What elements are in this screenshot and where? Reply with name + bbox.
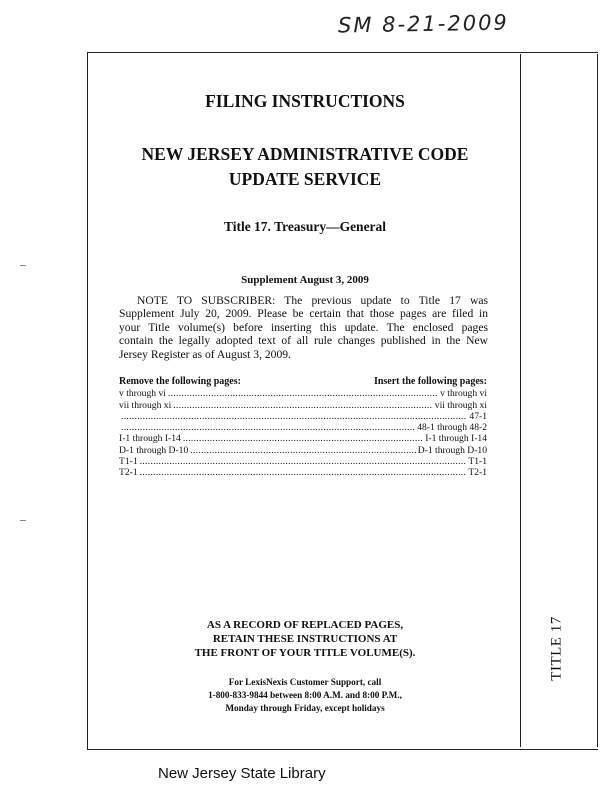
code-heading-line1: NEW JERSEY ADMINISTRATIVE CODE [141, 144, 469, 164]
leader-dots [190, 445, 415, 456]
note-line: Supplement July 20, 2009. Please be certain that those pages are filed in [119, 307, 488, 321]
note-line: contain the legally adopted text of all rule changes published in the New [119, 334, 488, 348]
leader-dots [121, 422, 415, 433]
leader-dots [140, 467, 467, 478]
leader-dots [121, 411, 467, 422]
scan-mark [20, 520, 26, 521]
remove-cell: T1-1 [119, 456, 138, 468]
support-line1: For LexisNexis Customer Support, call [228, 677, 382, 687]
remove-cell: vii through xi [119, 399, 172, 411]
library-stamp: New Jersey State Library [158, 765, 326, 782]
code-heading-line2: UPDATE SERVICE [228, 169, 382, 189]
handwritten-note: SM 8-21-2009 [337, 10, 510, 38]
record-notice-line1: AS A RECORD OF REPLACED PAGES, [206, 619, 404, 631]
table-row [119, 467, 487, 478]
note-line: NOTE TO SUBSCRIBER: The previous update to Title 17 was [137, 294, 488, 307]
leader-dots [173, 400, 433, 411]
supplement-date: Supplement August 3, 2009 [241, 274, 369, 286]
table-row [119, 400, 487, 411]
remove-cell: D-1 through D-10 [119, 444, 189, 456]
support-line3: Monday through Friday, except holidays [225, 703, 385, 713]
insert-cell: vii through xi [434, 399, 487, 411]
table-row [119, 388, 487, 399]
insert-cell: I-1 through I-14 [425, 433, 487, 445]
leader-dots [140, 456, 467, 467]
note-line: your Title volume(s) before inserting this update. The enclosed pages [119, 320, 488, 334]
note-line: Jersey Register as of August 3, 2009. [119, 347, 291, 361]
table-row [119, 445, 487, 456]
filing-instructions-heading: FILING INSTRUCTIONS [205, 91, 405, 111]
support-line2: 1-800-833-9844 between 8:00 A.M. and 8:00 P.M., [208, 690, 402, 700]
page-replacement-table [119, 376, 487, 479]
table-row [119, 411, 487, 422]
table-row [119, 456, 487, 467]
record-notice-line3: THE FRONT OF YOUR TITLE VOLUME(S). [194, 647, 416, 659]
insert-header: Insert the following pages: [373, 376, 487, 387]
insert-cell: T1-1 [468, 456, 487, 468]
title-heading: Title 17. Treasury—General [223, 219, 387, 234]
leader-dots [183, 433, 423, 444]
scan-mark [20, 265, 26, 266]
remove-cell: I-1 through I-14 [119, 433, 181, 445]
remove-cell: v through vi [119, 388, 166, 400]
insert-cell: D-1 through D-10 [417, 444, 487, 456]
table-row [119, 422, 487, 433]
remove-header: Remove the following pages: [119, 376, 241, 387]
record-notice-line2: RETAIN THESE INSTRUCTIONS AT [212, 633, 398, 645]
insert-cell: T2-1 [468, 467, 487, 479]
table-header [119, 376, 487, 387]
leader-dots [168, 388, 438, 399]
table-row [119, 433, 487, 444]
remove-cell: T2-1 [119, 467, 138, 479]
tab-label: TITLE 17 [548, 616, 565, 681]
insert-cell: 48-1 through 48-2 [417, 422, 487, 434]
subscriber-note [119, 294, 488, 361]
insert-cell: v through vi [440, 388, 487, 400]
insert-cell: 47-1 [469, 410, 487, 422]
